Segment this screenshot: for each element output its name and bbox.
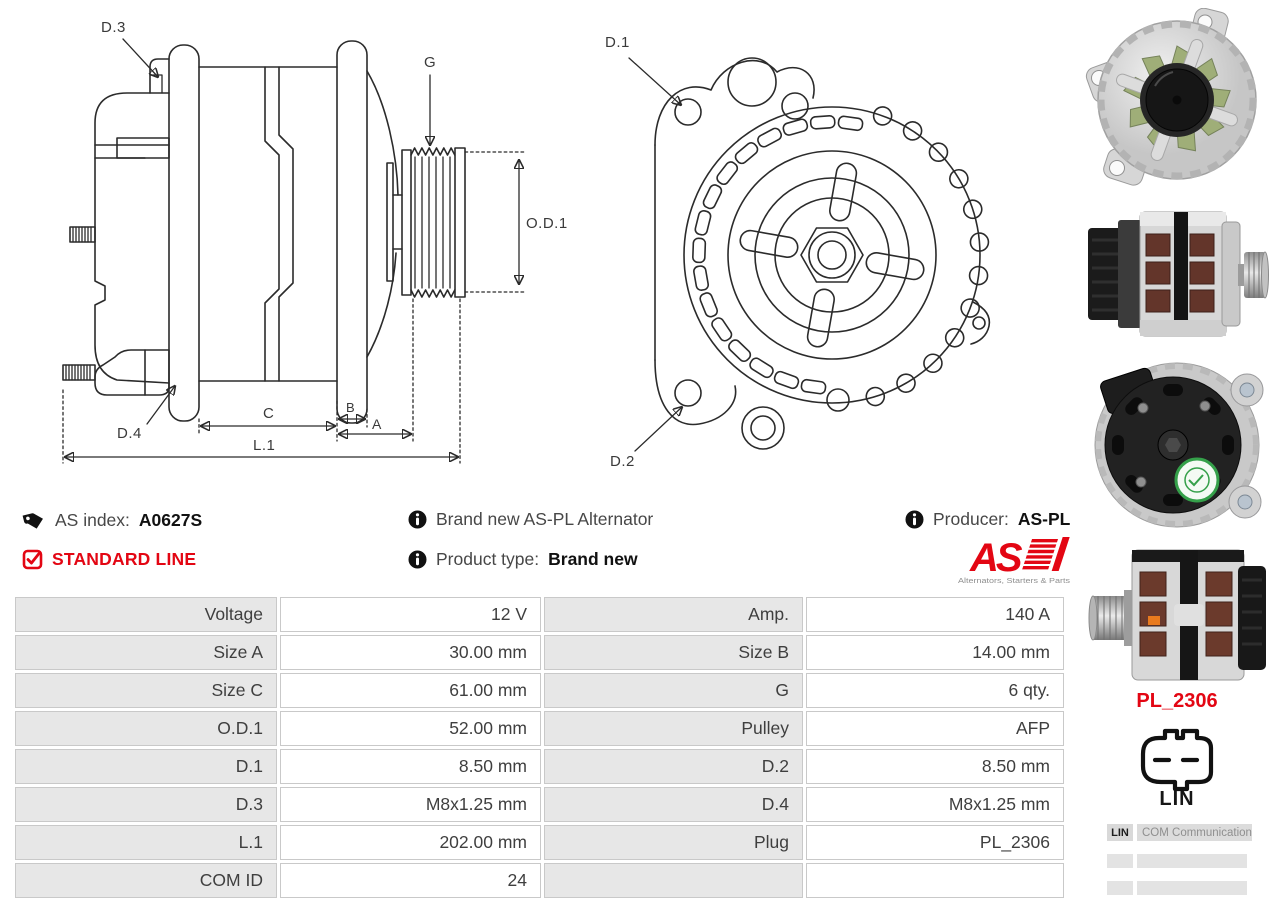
spec-value: PL_2306: [806, 825, 1064, 860]
brand-new-row: [408, 509, 653, 530]
as-pl-logo-text: AS: [970, 536, 1020, 580]
info-icon: [408, 550, 427, 569]
side-view-technical-drawing: [25, 5, 570, 485]
side-label-d3: D.3: [101, 19, 126, 36]
checkbox-checked-icon: [22, 549, 43, 570]
spec-value: 12 V: [280, 597, 541, 632]
spec-label: D.4: [544, 787, 803, 822]
front-view-technical-drawing: [585, 10, 1035, 482]
spec-label: Voltage: [15, 597, 277, 632]
spec-label: G: [544, 673, 803, 708]
producer-value: AS-PL: [1017, 509, 1071, 529]
tag-icon: [22, 509, 46, 531]
product-type-value: Brand new: [548, 549, 638, 569]
brand-new-text: Brand new AS-PL Alternator: [436, 509, 654, 529]
info-icon: [905, 510, 924, 529]
spec-value: 14.00 mm: [806, 635, 1064, 670]
stud-bottom: [63, 365, 95, 380]
edge-scallops: [864, 104, 989, 407]
com-table-empty-row: [1107, 854, 1267, 868]
info-icon: [408, 510, 427, 529]
spec-label: Amp.: [544, 597, 803, 632]
spec-label: D.1: [15, 749, 277, 784]
com-table-empty-row: [1107, 881, 1267, 895]
spec-label: [544, 863, 803, 898]
com-table-header-lin: LIN: [1107, 824, 1133, 841]
as-index-label: AS index:: [55, 509, 130, 530]
producer-row: [905, 509, 1070, 530]
front-label-d1: D.1: [605, 34, 630, 51]
spec-value: 140 A: [806, 597, 1064, 632]
as-index-row: [22, 509, 202, 531]
product-photo-rear[interactable]: [1085, 350, 1268, 535]
spec-label: L.1: [15, 825, 277, 860]
side-label-d4: D.4: [117, 425, 142, 442]
fan-spokes: [739, 162, 926, 349]
spec-label: Size B: [544, 635, 803, 670]
as-pl-logo-subtitle: Alternators, Starters & Parts: [958, 576, 1071, 585]
spec-label: Plug: [544, 825, 803, 860]
spec-value: [806, 863, 1064, 898]
side-label-a: A: [372, 416, 382, 432]
spec-label: COM ID: [15, 863, 277, 898]
plug-connector-icon: [1135, 728, 1219, 792]
spec-label: Pulley: [544, 711, 803, 746]
side-label-g: G: [424, 54, 437, 71]
product-type-row: [408, 549, 638, 570]
spec-value: 24: [280, 863, 541, 898]
side-label-od1: O.D.1: [526, 215, 568, 232]
standard-line-label: STANDARD LINE: [52, 549, 197, 569]
product-photo-side-left[interactable]: [1088, 540, 1268, 690]
spec-table: [15, 597, 1065, 898]
com-communication-table: [1107, 824, 1267, 895]
green-sticker: [1176, 459, 1218, 501]
spec-label: Size A: [15, 635, 277, 670]
spec-value: M8x1.25 mm: [806, 787, 1064, 822]
com-table-header-com: COM Communication: [1137, 824, 1252, 841]
plug-code-link[interactable]: PL_2306: [1136, 690, 1218, 712]
as-index-value: A0627S: [138, 509, 203, 530]
spec-value: 30.00 mm: [280, 635, 541, 670]
standard-line-row: [22, 549, 196, 570]
spec-label: O.D.1: [15, 711, 277, 746]
spec-value: 202.00 mm: [280, 825, 541, 860]
product-photo-side-right[interactable]: [1086, 200, 1269, 348]
product-type-label: Product type:: [436, 549, 540, 569]
spec-value: 6 qty.: [806, 673, 1064, 708]
stud-top: [70, 227, 95, 242]
plug-type-label: LIN: [1159, 788, 1195, 810]
spec-label: Size C: [15, 673, 277, 708]
spec-value: M8x1.25 mm: [280, 787, 541, 822]
spec-value: 8.50 mm: [806, 749, 1064, 784]
spec-value: 8.50 mm: [280, 749, 541, 784]
producer-label: Producer:: [933, 509, 1009, 529]
side-label-c: C: [263, 405, 275, 422]
side-label-l1: L.1: [253, 437, 276, 454]
spec-value: AFP: [806, 711, 1064, 746]
as-pl-logo: [956, 533, 1072, 587]
spec-value: 52.00 mm: [280, 711, 541, 746]
pulley-drawing: [402, 148, 465, 297]
spec-label: D.2: [544, 749, 803, 784]
spec-label: D.3: [15, 787, 277, 822]
front-label-d2: D.2: [610, 453, 635, 470]
side-label-b: B: [346, 400, 356, 415]
shaft-nut: [801, 228, 863, 282]
spec-value: 61.00 mm: [280, 673, 541, 708]
product-photo-front[interactable]: [1085, 8, 1268, 191]
